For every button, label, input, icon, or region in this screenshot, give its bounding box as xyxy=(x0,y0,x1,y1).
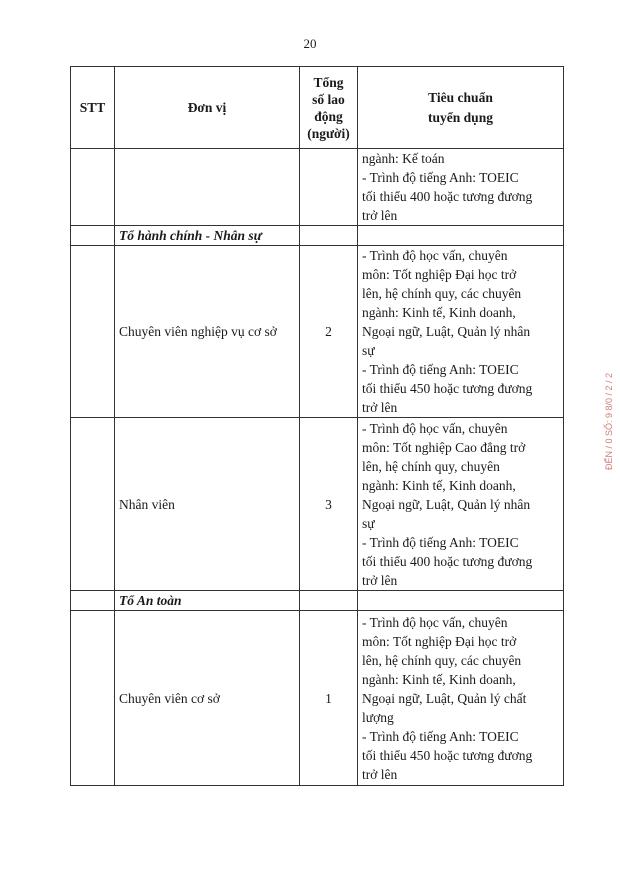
standard-line: trở lên xyxy=(362,208,398,223)
standard-line: tối thiểu 450 hoặc tương đương xyxy=(362,747,533,763)
count-cell: 2 xyxy=(300,246,358,418)
standard-cell xyxy=(358,418,564,591)
stt-cell xyxy=(71,149,115,226)
header-count-line: động xyxy=(314,108,343,124)
standard-line: trở lên xyxy=(362,572,398,588)
standard-line: ngành: Kinh tế, Kinh doanh, xyxy=(362,305,516,320)
standard-line: trở lên xyxy=(362,766,398,782)
standard-line: ngành: Kinh tế, Kinh doanh, xyxy=(362,671,516,687)
standard-line: - Trình độ tiếng Anh: TOEIC xyxy=(362,728,519,744)
count-cell xyxy=(300,226,358,246)
table-row xyxy=(71,611,564,786)
header-count-line: (người) xyxy=(307,125,350,141)
standard-line: Ngoại ngữ, Luật, Quản lý nhân xyxy=(362,496,531,512)
standard-line: tối thiểu 400 hoặc tương đương xyxy=(362,189,533,204)
table-group-row xyxy=(71,226,564,246)
header-count xyxy=(300,67,358,149)
header-stt: STT xyxy=(71,67,115,149)
stt-cell xyxy=(71,418,115,591)
standard-line: lượng xyxy=(362,709,394,725)
standard-line: - Trình độ tiếng Anh: TOEIC xyxy=(362,170,519,185)
standard-line: - Trình độ học vấn, chuyên xyxy=(362,420,508,436)
recruitment-table xyxy=(70,66,564,786)
standard-line: trở lên xyxy=(362,400,398,415)
stt-cell xyxy=(71,226,115,246)
stt-cell xyxy=(71,591,115,611)
standard-line: tối thiểu 450 hoặc tương đương xyxy=(362,381,533,396)
header-count-line: Tổng xyxy=(313,74,344,90)
margin-received-stamp: ĐẾN / 0 SỐ: 9 8/0 / 2 / 2 xyxy=(604,372,614,470)
standard-line: Ngoại ngữ, Luật, Quản lý chất xyxy=(362,690,527,706)
group-title: Tổ hành chính - Nhân sự xyxy=(115,226,300,246)
standard-line: môn: Tốt nghiệp Đại học trở xyxy=(362,267,517,282)
standard-line: tối thiểu 400 hoặc tương đương xyxy=(362,553,533,569)
standard-line: sự xyxy=(362,343,375,358)
standard-cell xyxy=(358,591,564,611)
standard-line: - Trình độ học vấn, chuyên xyxy=(362,248,508,263)
stt-cell xyxy=(71,611,115,786)
standard-line: lên, hệ chính quy, các chuyên xyxy=(362,652,522,668)
count-cell xyxy=(300,149,358,226)
unit-cell: Chuyên viên cơ sở xyxy=(115,611,300,786)
standard-line: môn: Tốt nghiệp Cao đẳng trở xyxy=(362,439,526,455)
standard-line: Ngoại ngữ, Luật, Quản lý nhân xyxy=(362,324,531,339)
standard-line: sự xyxy=(362,515,375,531)
header-unit: Đơn vị xyxy=(115,67,300,149)
standard-line: - Trình độ tiếng Anh: TOEIC xyxy=(362,534,519,550)
unit-cell: Nhân viên xyxy=(115,418,300,591)
table-header-row xyxy=(71,67,564,149)
table-row xyxy=(71,149,564,226)
header-standard-line: Tiêu chuẩn xyxy=(428,89,493,105)
standard-line: lên, hệ chính quy, các chuyên xyxy=(362,286,522,301)
header-standard-line: tuyển dụng xyxy=(428,109,493,125)
standard-line: - Trình độ học vấn, chuyên xyxy=(362,614,508,630)
standard-cell xyxy=(358,611,564,786)
unit-cell: Chuyên viên nghiệp vụ cơ sở xyxy=(115,246,300,418)
table-row xyxy=(71,246,564,418)
table-row xyxy=(71,418,564,591)
standard-line: ngành: Kinh tế, Kinh doanh, xyxy=(362,477,516,493)
group-title: Tổ An toàn xyxy=(115,591,300,611)
count-cell: 1 xyxy=(300,611,358,786)
standard-cell xyxy=(358,246,564,418)
standard-line: môn: Tốt nghiệp Đại học trở xyxy=(362,633,517,649)
count-cell xyxy=(300,591,358,611)
standard-line: lên, hệ chính quy, chuyên xyxy=(362,458,500,474)
unit-cell xyxy=(115,149,300,226)
standard-cell xyxy=(358,149,564,226)
stt-cell xyxy=(71,246,115,418)
table-body xyxy=(71,149,564,786)
header-count-line: số lao xyxy=(312,91,345,107)
page-number: 20 xyxy=(303,36,317,51)
table-group-row xyxy=(71,591,564,611)
standard-line: - Trình độ tiếng Anh: TOEIC xyxy=(362,362,519,377)
standard-cell xyxy=(358,226,564,246)
standard-line: ngành: Kế toán xyxy=(362,151,445,166)
count-cell: 3 xyxy=(300,418,358,591)
header-standard xyxy=(358,67,564,149)
